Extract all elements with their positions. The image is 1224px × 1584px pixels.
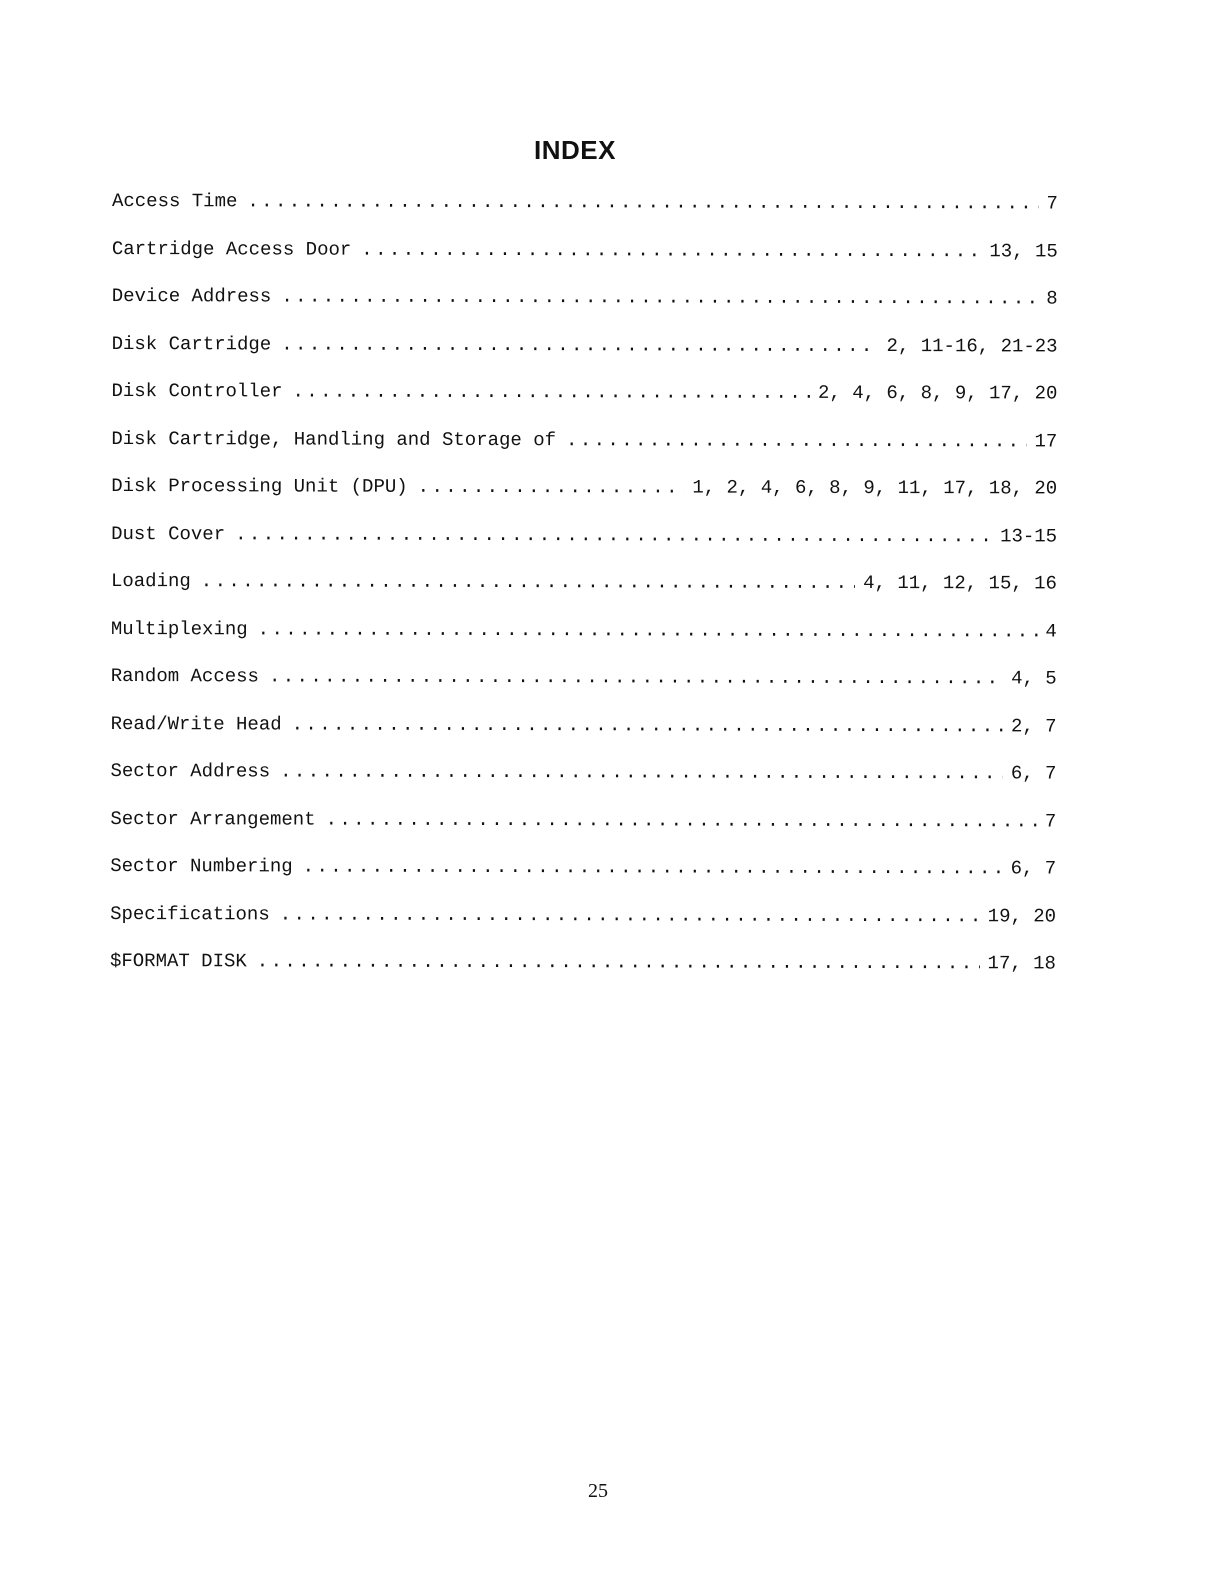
page-number: 25 xyxy=(588,1480,608,1502)
dot-leader xyxy=(303,856,1003,880)
index-pages: 1, 2, 4, 6, 8, 9, 11, 17, 18, 20 xyxy=(692,476,1058,500)
index-pages: 8 xyxy=(1046,287,1058,310)
index-entry xyxy=(110,855,1056,905)
dot-leader xyxy=(361,238,981,262)
index-entry xyxy=(111,380,1057,430)
index-term: Sector Arrangement xyxy=(110,807,316,831)
index-pages: 6, 7 xyxy=(1010,857,1057,880)
index-term: Sector Numbering xyxy=(110,854,293,878)
dot-leader xyxy=(326,808,1037,832)
index-term: Specifications xyxy=(110,902,270,925)
index-entry xyxy=(111,427,1057,477)
dot-leader xyxy=(281,333,878,357)
index-term: Cartridge Access Door xyxy=(111,237,352,261)
index-pages: 7 xyxy=(1044,809,1057,832)
index-term: $FORMAT DISK xyxy=(109,949,247,973)
index-entry xyxy=(112,332,1058,382)
dot-leader xyxy=(269,665,1003,689)
index-term: Dust Cover xyxy=(111,522,226,545)
index-pages: 2, 4, 6, 8, 9, 17, 20 xyxy=(817,381,1058,405)
index-pages: 6, 7 xyxy=(1010,762,1057,785)
dot-leader xyxy=(280,903,980,927)
dot-leader xyxy=(235,523,992,547)
index-entry xyxy=(112,190,1058,240)
index-pages: 13-15 xyxy=(1000,524,1058,547)
index-term: Read/Write Head xyxy=(110,712,282,735)
index-term: Disk Cartridge, Handling and Storage of xyxy=(111,427,557,451)
index-term: Loading xyxy=(110,569,191,593)
index-pages: 4 xyxy=(1045,619,1057,642)
index-entry xyxy=(110,902,1056,952)
index-entry xyxy=(111,617,1057,667)
index-entry xyxy=(110,807,1056,857)
dot-leader xyxy=(292,713,1003,737)
index-pages: 17, 18 xyxy=(987,952,1057,975)
dot-leader xyxy=(566,429,1027,452)
index-entry xyxy=(110,760,1056,810)
index-term: Random Access xyxy=(110,664,259,688)
index-pages: 13, 15 xyxy=(989,239,1058,262)
index-term: Access Time xyxy=(111,190,238,213)
index-term: Multiplexing xyxy=(110,617,248,640)
index-list xyxy=(110,190,1058,1000)
index-entry xyxy=(112,285,1058,335)
index-entry xyxy=(111,712,1057,762)
dot-leader xyxy=(247,190,1038,214)
index-pages: 19, 20 xyxy=(987,904,1057,927)
index-pages: 7 xyxy=(1046,192,1058,215)
index-entry xyxy=(111,522,1057,572)
index-entry xyxy=(111,475,1057,525)
index-entry xyxy=(110,950,1056,1000)
index-term: Device Address xyxy=(111,284,272,308)
index-pages: 2, 11-16, 21-23 xyxy=(886,334,1058,357)
index-term: Disk Processing Unit (DPU) xyxy=(111,474,408,498)
dot-leader xyxy=(281,285,1038,309)
dot-leader xyxy=(201,570,855,594)
index-term: Disk Cartridge xyxy=(111,332,272,355)
index-pages: 4, 5 xyxy=(1011,667,1057,690)
index-entry xyxy=(112,237,1058,287)
index-pages: 17 xyxy=(1034,429,1058,452)
dot-leader xyxy=(257,950,980,974)
dot-leader xyxy=(418,476,685,499)
page-title: INDEX xyxy=(534,135,616,166)
index-term: Sector Address xyxy=(110,759,271,783)
dot-leader xyxy=(292,380,810,403)
index-term: Disk Controller xyxy=(111,379,283,403)
dot-leader xyxy=(280,760,1003,784)
index-entry xyxy=(111,665,1057,715)
index-pages: 4, 11, 12, 15, 16 xyxy=(863,571,1058,595)
index-entry xyxy=(111,570,1057,620)
dot-leader xyxy=(258,618,1038,642)
index-pages: 2, 7 xyxy=(1010,714,1057,737)
